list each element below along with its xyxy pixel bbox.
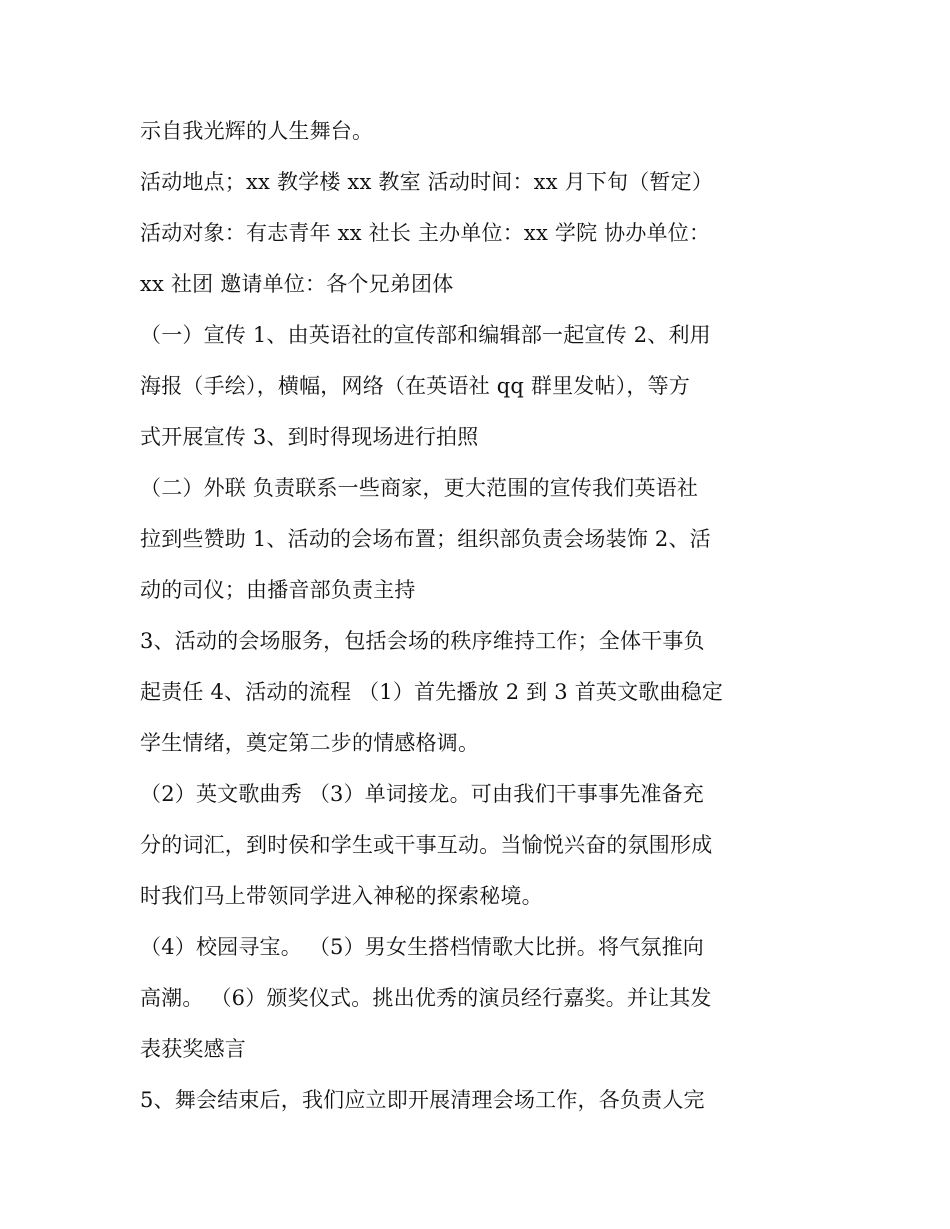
text-line: 表获奖感言 [140, 1037, 246, 1061]
text-line: 学生情绪，奠定第二步的情感格调。 [140, 731, 480, 755]
text-line: （2）英文歌曲秀 （3）单词接龙。可由我们干事事先准备充 [140, 782, 704, 806]
text-line: 3、活动的会场服务，包括会场的秩序维持工作；全体干事负 [140, 629, 705, 653]
text-line: （4）校园寻宝。 （5）男女生搭档情歌大比拼。将气氛推向 [140, 935, 704, 959]
text-line: 分的词汇，到时侯和学生或干事互动。当愉悦兴奋的氛围形成 [140, 833, 713, 857]
text-line: 活动地点；xx 教学楼 xx 教室 活动时间：xx 月下旬（暂定） [140, 170, 714, 194]
text-line: 5、舞会结束后，我们应立即开展清理会场工作，各负责人完 [140, 1088, 705, 1112]
text-line: 式开展宣传 3、到时得现场进行拍照 [140, 425, 479, 449]
text-line: 动的司仪；由播音部负责主持 [140, 578, 416, 602]
text-line: （二）外联 负责联系一些商家，更大范围的宣传我们英语社 [140, 476, 699, 500]
text-line: 时我们马上带领同学进入神秘的探索秘境。 [140, 884, 543, 908]
text-line: 海报（手绘），横幅，网络（在英语社 qq 群里发帖），等方 [140, 374, 691, 398]
text-line: 起责任 4、活动的流程 （1）首先播放 2 到 3 首英文歌曲稳定 [140, 680, 724, 704]
text-line: 活动对象：有志青年 xx 社长 主办单位：xx 学院 协办单位： [140, 221, 711, 245]
text-line: 高潮。 （6）颁奖仪式。挑出优秀的演员经行嘉奖。并让其发 [140, 986, 712, 1010]
text-line: xx 社团 邀请单位：各个兄弟团体 [140, 272, 454, 296]
text-line: （一）宣传 1、由英语社的宣传部和编辑部一起宣传 2、利用 [140, 323, 711, 347]
document-body [140, 106, 830, 1126]
text-line: 示自我光辉的人生舞台。 [140, 119, 374, 143]
text-line: 拉到些赞助 1、活动的会场布置；组织部负责会场装饰 2、活 [140, 527, 711, 551]
